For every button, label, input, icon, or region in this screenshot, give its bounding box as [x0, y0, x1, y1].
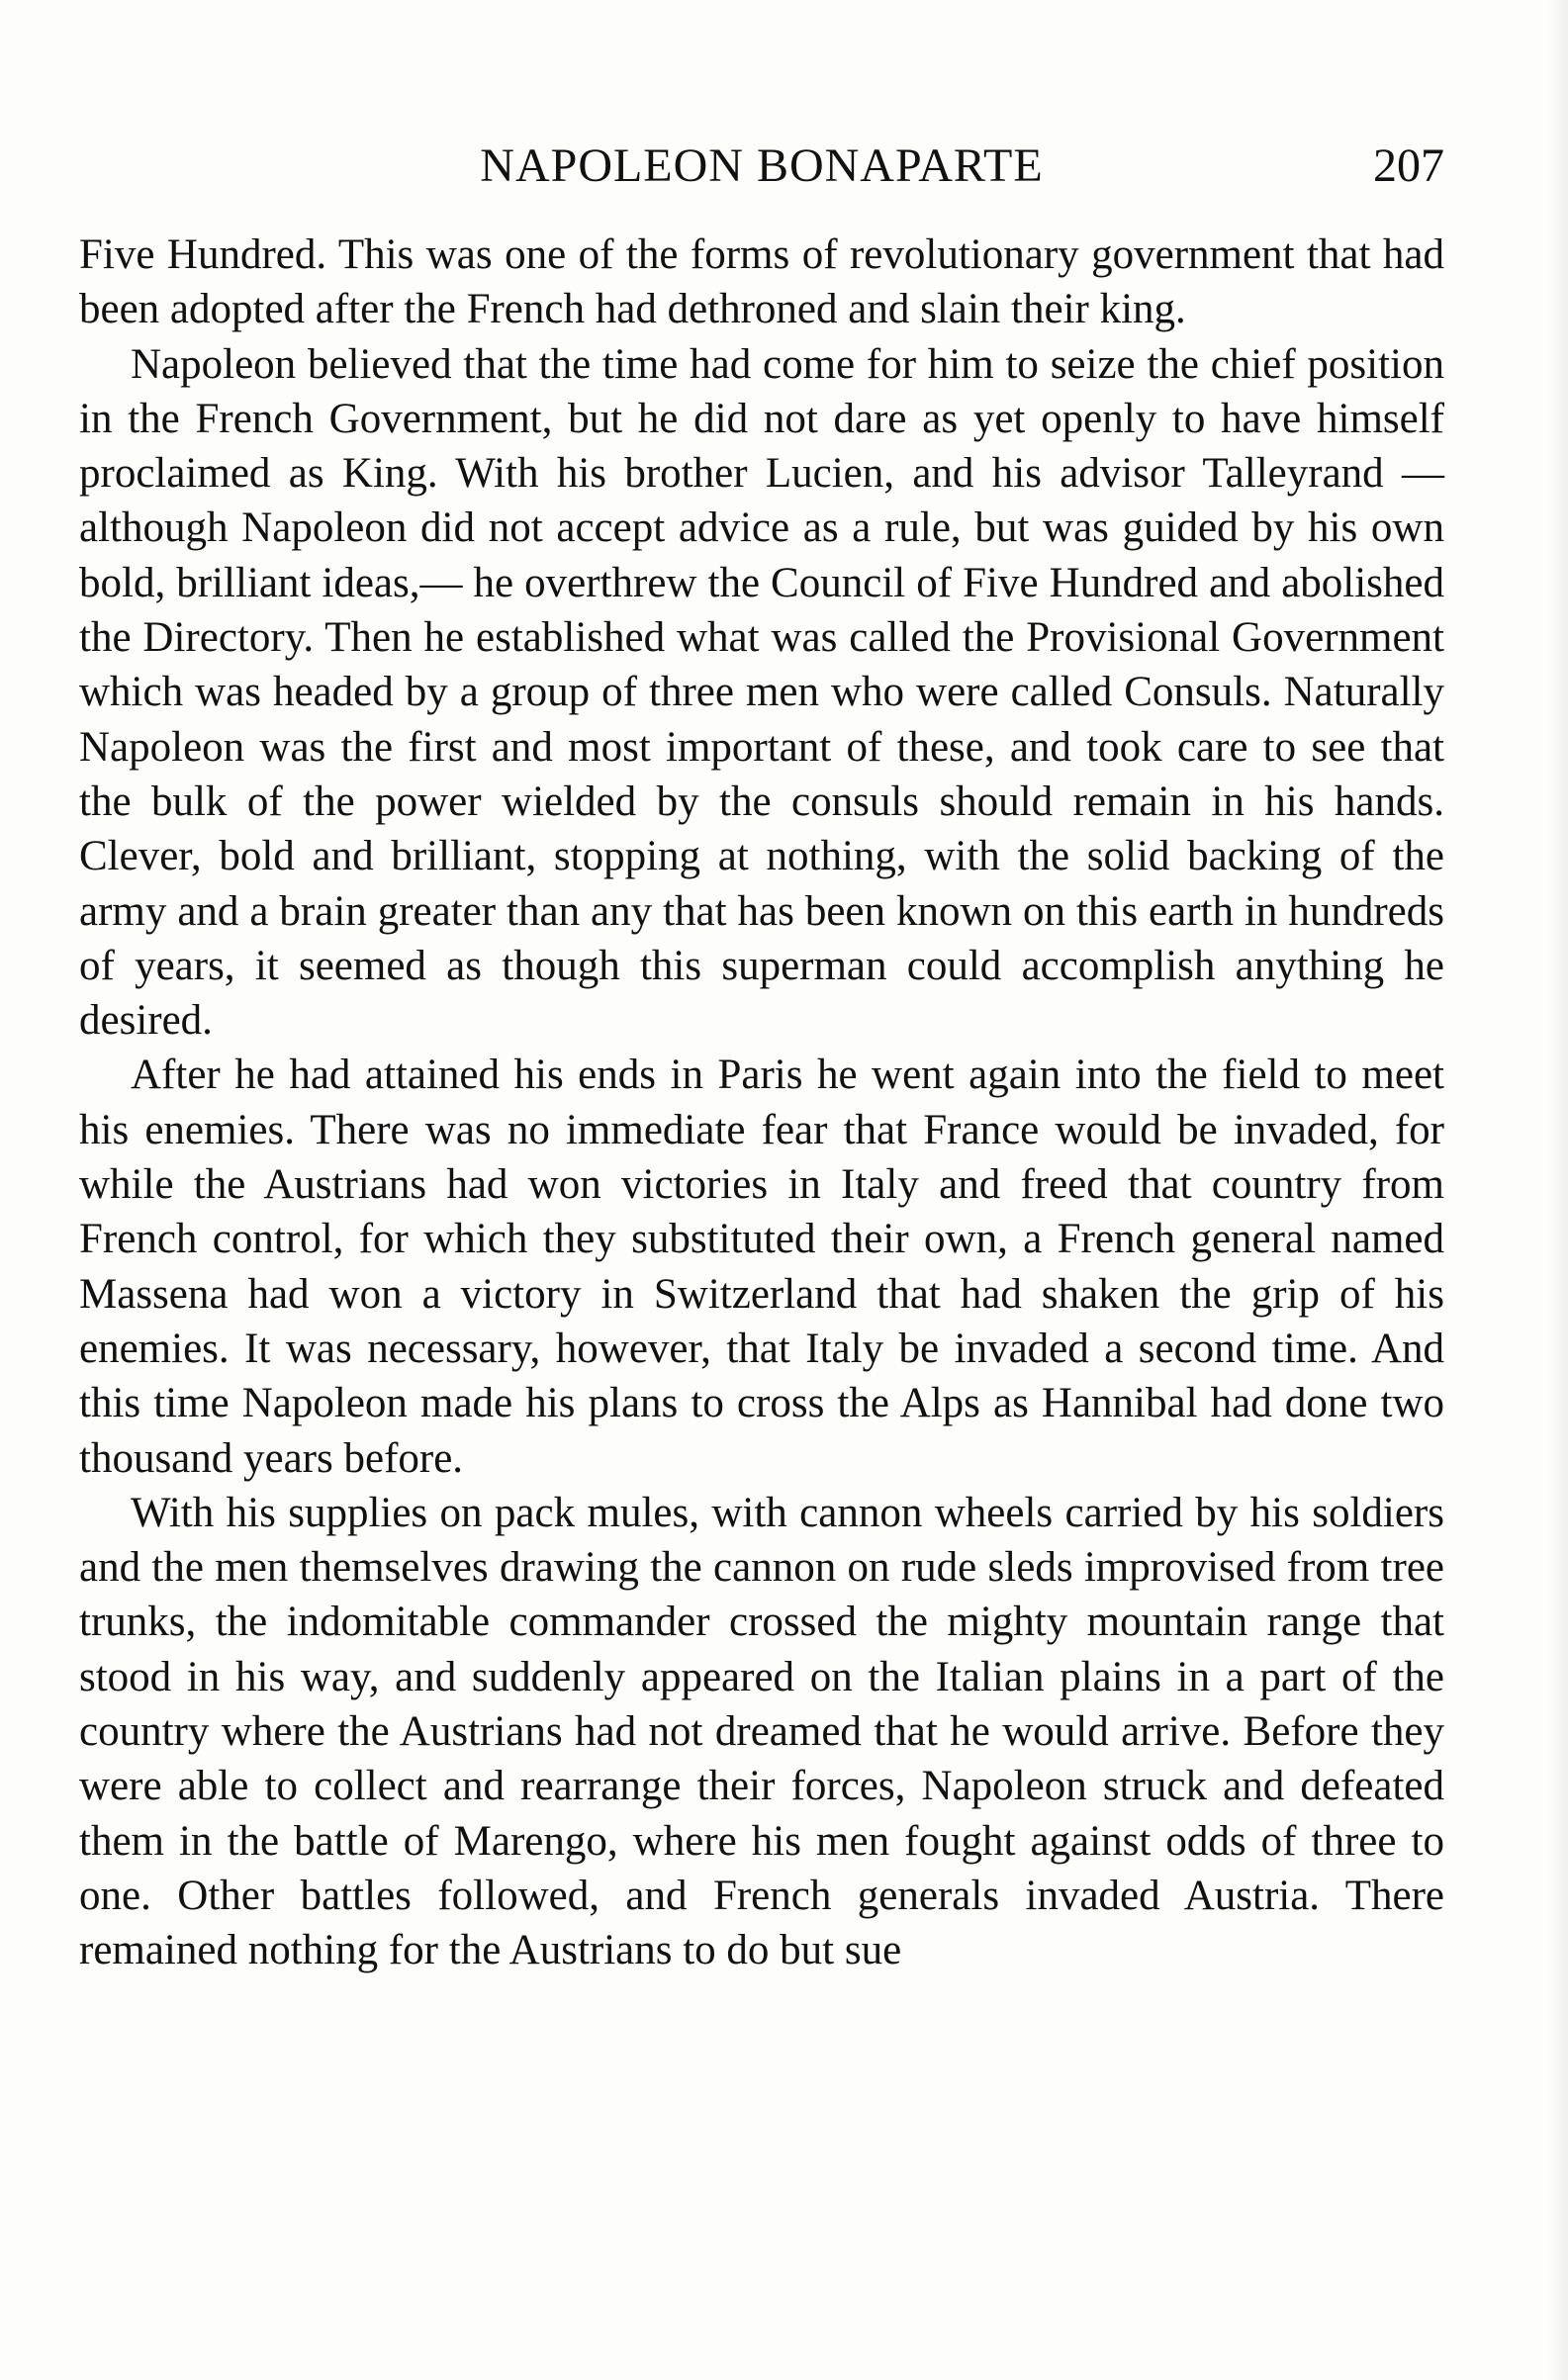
paragraph: After he had attained his ends in Paris he went again into the field to meet his enemies. There was no immediate fear that France would be invaded, for while the Austrians had won victories in Italy and freed that country from French control, for which they substituted their own, a French general named Massena had won a victory in Switzerland that had shaken the grip of his enemies. It was necessary, however, that Italy be invaded a second time. And this time Napoleon made his plans to cross the Alps as Hannibal had done two thousand years before. [79, 1052, 1444, 1482]
page-header [79, 138, 1444, 208]
paragraph: Napoleon believed that the time had come for him to seize the chief position in the French Government, but he did not dare as yet openly to have himself proclaimed as King. With his brother Lucien, and his advisor Talleyrand — although Napoleon did not accept advice as a rule, but was guided by his own bold, brilliant ideas,— he overthrew the Council of Five Hundred and abolished the Directory. Then he established what was called the Provisional Government which was headed by a group of three men who were called Consuls. Naturally Napoleon was the first and most important of these, and took care to see that the bulk of the power wielded by the consuls should remain in his hands. Clever, bold and brilliant, stopping at nothing, with the solid backing of the army and a brain greater than any that has been known on this earth in hundreds of years, it seemed as though this superman could accomplish anything he desired. [79, 340, 1444, 1045]
page-number: 207 [1373, 139, 1444, 192]
paragraph: With his supplies on pack mules, with cannon wheels carried by his soldiers and the men themselves drawing the cannon on rude sleds improvised from tree trunks, the indomitable commander crossed the mighty mountain range that stood in his way, and suddenly appeared on the Italian plains in a part of the country where the Austrians had not dreamed that he would arrive. Before they were able to collect and rearrange their forces, Napoleon struck and defeated them in the battle of Marengo, where his men fought against odds of three to one. Other battles followed, and French generals invaded Austria. There remained nothing for the Austrians to do but sue [79, 1489, 1444, 1974]
running-title: NAPOLEON BONAPARTE [480, 139, 1044, 192]
paragraph: Five Hundred. This was one of the forms of revolutionary government that had been adopted after the French had dethroned and slain their king. [79, 231, 1444, 333]
page-edge-shadow [1548, 0, 1568, 2380]
body-text [79, 228, 1444, 1978]
